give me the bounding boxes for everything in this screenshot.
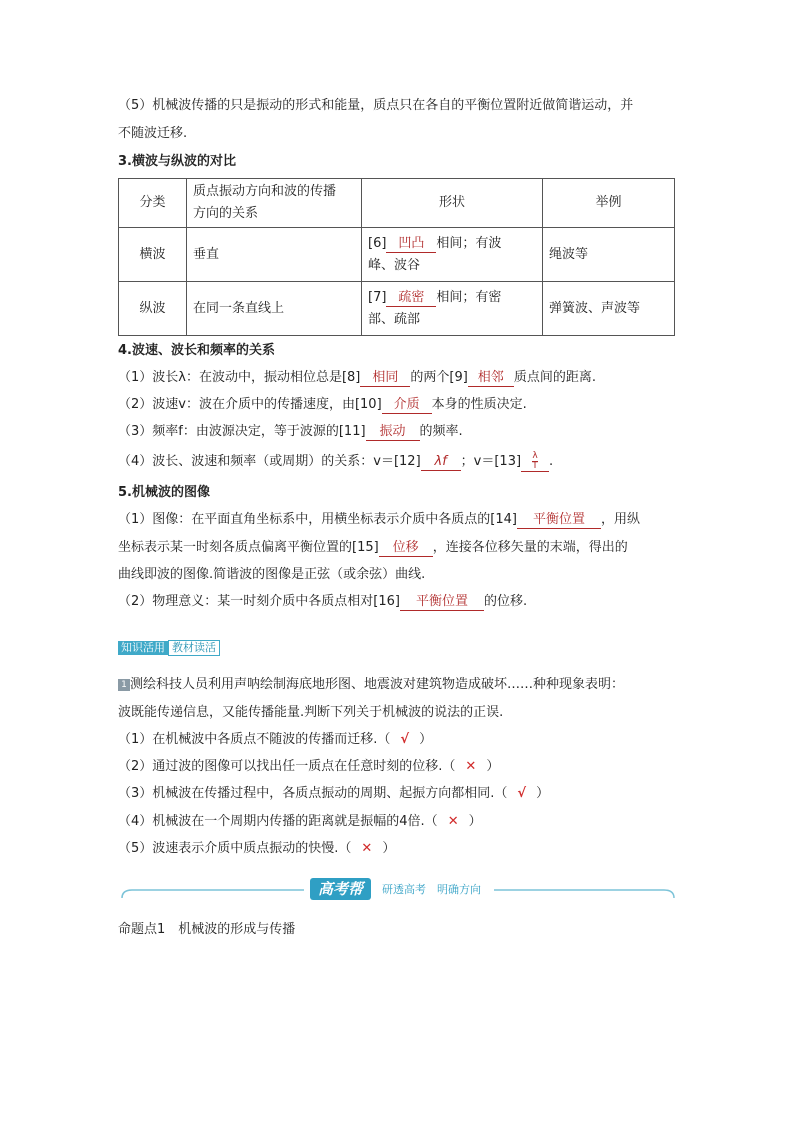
row1-blank-num: [6] xyxy=(368,235,387,251)
section-4-title: 4.波速、波长和频率的关系 xyxy=(118,343,275,358)
table-header-row xyxy=(119,179,675,228)
answer-16: 平衡位置 xyxy=(400,594,484,611)
row2-example: 弹簧波、声波等 xyxy=(543,282,675,336)
s5-line4: （2）物理意义：某一时刻介质中各质点相对[16] 平衡位置 的位移. xyxy=(118,594,528,609)
s4-line3: （3）频率f：由波源决定，等于波源的[11] 振动 的频率. xyxy=(118,424,463,439)
row1-example: 绳波等 xyxy=(543,228,675,282)
list-item: （5）波速表示介质中质点振动的快慢.（ ✕ ） xyxy=(118,839,395,859)
list-item: （4）机械波在一个周期内传播的距离就是振幅的4倍.（ ✕ ） xyxy=(118,812,482,832)
banner-logo: 高考帮 xyxy=(310,878,371,900)
gaokaobang-banner xyxy=(118,876,678,904)
para-5-line1: （5）机械波传播的只是振动的形式和能量，质点只在各自的平衡位置附近做简谐运动，并 xyxy=(118,98,634,113)
badge-knowledge-use: 知识活用 xyxy=(118,641,168,655)
answer-11: 振动 xyxy=(366,424,420,441)
knowledge-badge xyxy=(118,640,220,656)
header-category: 分类 xyxy=(119,179,187,228)
answer-12: λf xyxy=(421,454,461,471)
cross-mark-icon: ✕ xyxy=(447,814,459,829)
question-intro-line1: 1 测绘科技人员利用声呐绘制海底地形图、地震波对建筑物造成破坏……种种现象表明： xyxy=(118,675,624,695)
header-relation-line2: 方向的关系 xyxy=(193,206,259,221)
wave-comparison-table xyxy=(118,178,675,336)
header-shape: 形状 xyxy=(362,179,543,228)
row2-relation: 在同一条直线上 xyxy=(187,282,362,336)
row2-shape xyxy=(362,282,543,336)
list-item: （2）通过波的图像可以找出任一质点在任意时刻的位移.（ ✕ ） xyxy=(118,757,499,777)
table-row xyxy=(119,228,675,282)
answer-8: 相同 xyxy=(360,370,410,387)
section-5-title: 5.机械波的图像 xyxy=(118,485,210,500)
topic-heading: 命题点1 机械波的形成与传播 xyxy=(118,922,296,937)
header-example: 举例 xyxy=(543,179,675,228)
row1-category: 横波 xyxy=(119,228,187,282)
answer-14: 平衡位置 xyxy=(517,512,601,529)
s4-line4: （4）波长、波速和频率（或周期）的关系：v＝[12] λf ；v＝[13] $\frac{\lambda}{T}$ . xyxy=(118,451,554,471)
answer-15: 位移 xyxy=(379,540,433,557)
section-3-title: 3.横波与纵波的对比 xyxy=(118,154,236,169)
cross-mark-icon: ✕ xyxy=(361,841,373,856)
row2-shape-rest: 相间；有密 xyxy=(436,289,502,305)
check-mark-icon: √ xyxy=(400,732,410,747)
s5-line1: （1）图像：在平面直角坐标系中，用横坐标表示介质中各质点的[14] 平衡位置 ，用纵 xyxy=(118,512,640,527)
row2-answer: 疏密 xyxy=(386,290,436,307)
question-intro-line2: 波既能传递信息，又能传播能量.判断下列关于机械波的说法的正误. xyxy=(118,705,504,720)
banner-subtitle: 研透高考 明确方向 xyxy=(382,883,481,896)
list-item: （1）在机械波中各质点不随波的传播而迁移.（ √ ） xyxy=(118,730,432,750)
answer-10: 介质 xyxy=(382,397,432,414)
table-row xyxy=(119,282,675,336)
row1-relation: 垂直 xyxy=(187,228,362,282)
para-5-line2: 不随波迁移. xyxy=(118,126,188,141)
list-item: （3）机械波在传播过程中，各质点振动的周期、起振方向都相同.（ √ ） xyxy=(118,784,549,804)
badge-textbook-reading: 教材读活 xyxy=(168,640,220,656)
s4-line2: （2）波速v：波在介质中的传播速度，由[10] 介质 本身的性质决定. xyxy=(118,397,527,412)
fraction-lambda-over-t: $\frac{\lambda}{T}$ xyxy=(532,451,538,471)
s4-line1: （1）波长λ：在波动中，振动相位总是[8] 相同 的两个[9] 相邻 质点间的距离. xyxy=(118,370,596,385)
header-relation xyxy=(187,179,362,228)
s5-line2: 坐标表示某一时刻各质点偏离平衡位置的[15] 位移 ，连接各位移矢量的末端，得出的 xyxy=(118,540,628,555)
check-mark-icon: √ xyxy=(517,786,527,801)
s5-line3: 曲线即波的图像.简谐波的图像是正弦（或余弦）曲线. xyxy=(118,567,426,582)
row1-shape-line2: 峰、波谷 xyxy=(368,257,421,273)
row1-answer: 凹凸 xyxy=(386,236,436,253)
header-relation-line1: 质点振动方向和波的传播 xyxy=(193,184,337,199)
cross-mark-icon: ✕ xyxy=(465,759,477,774)
row1-shape-rest: 相间；有波 xyxy=(436,235,502,251)
answer-13 xyxy=(521,452,549,472)
row1-shape xyxy=(362,228,543,282)
row2-blank-num: [7] xyxy=(368,289,387,305)
answer-9: 相邻 xyxy=(468,370,514,387)
row2-shape-line2: 部、疏部 xyxy=(368,311,421,327)
row2-category: 纵波 xyxy=(119,282,187,336)
question-number-icon: 1 xyxy=(118,679,130,691)
